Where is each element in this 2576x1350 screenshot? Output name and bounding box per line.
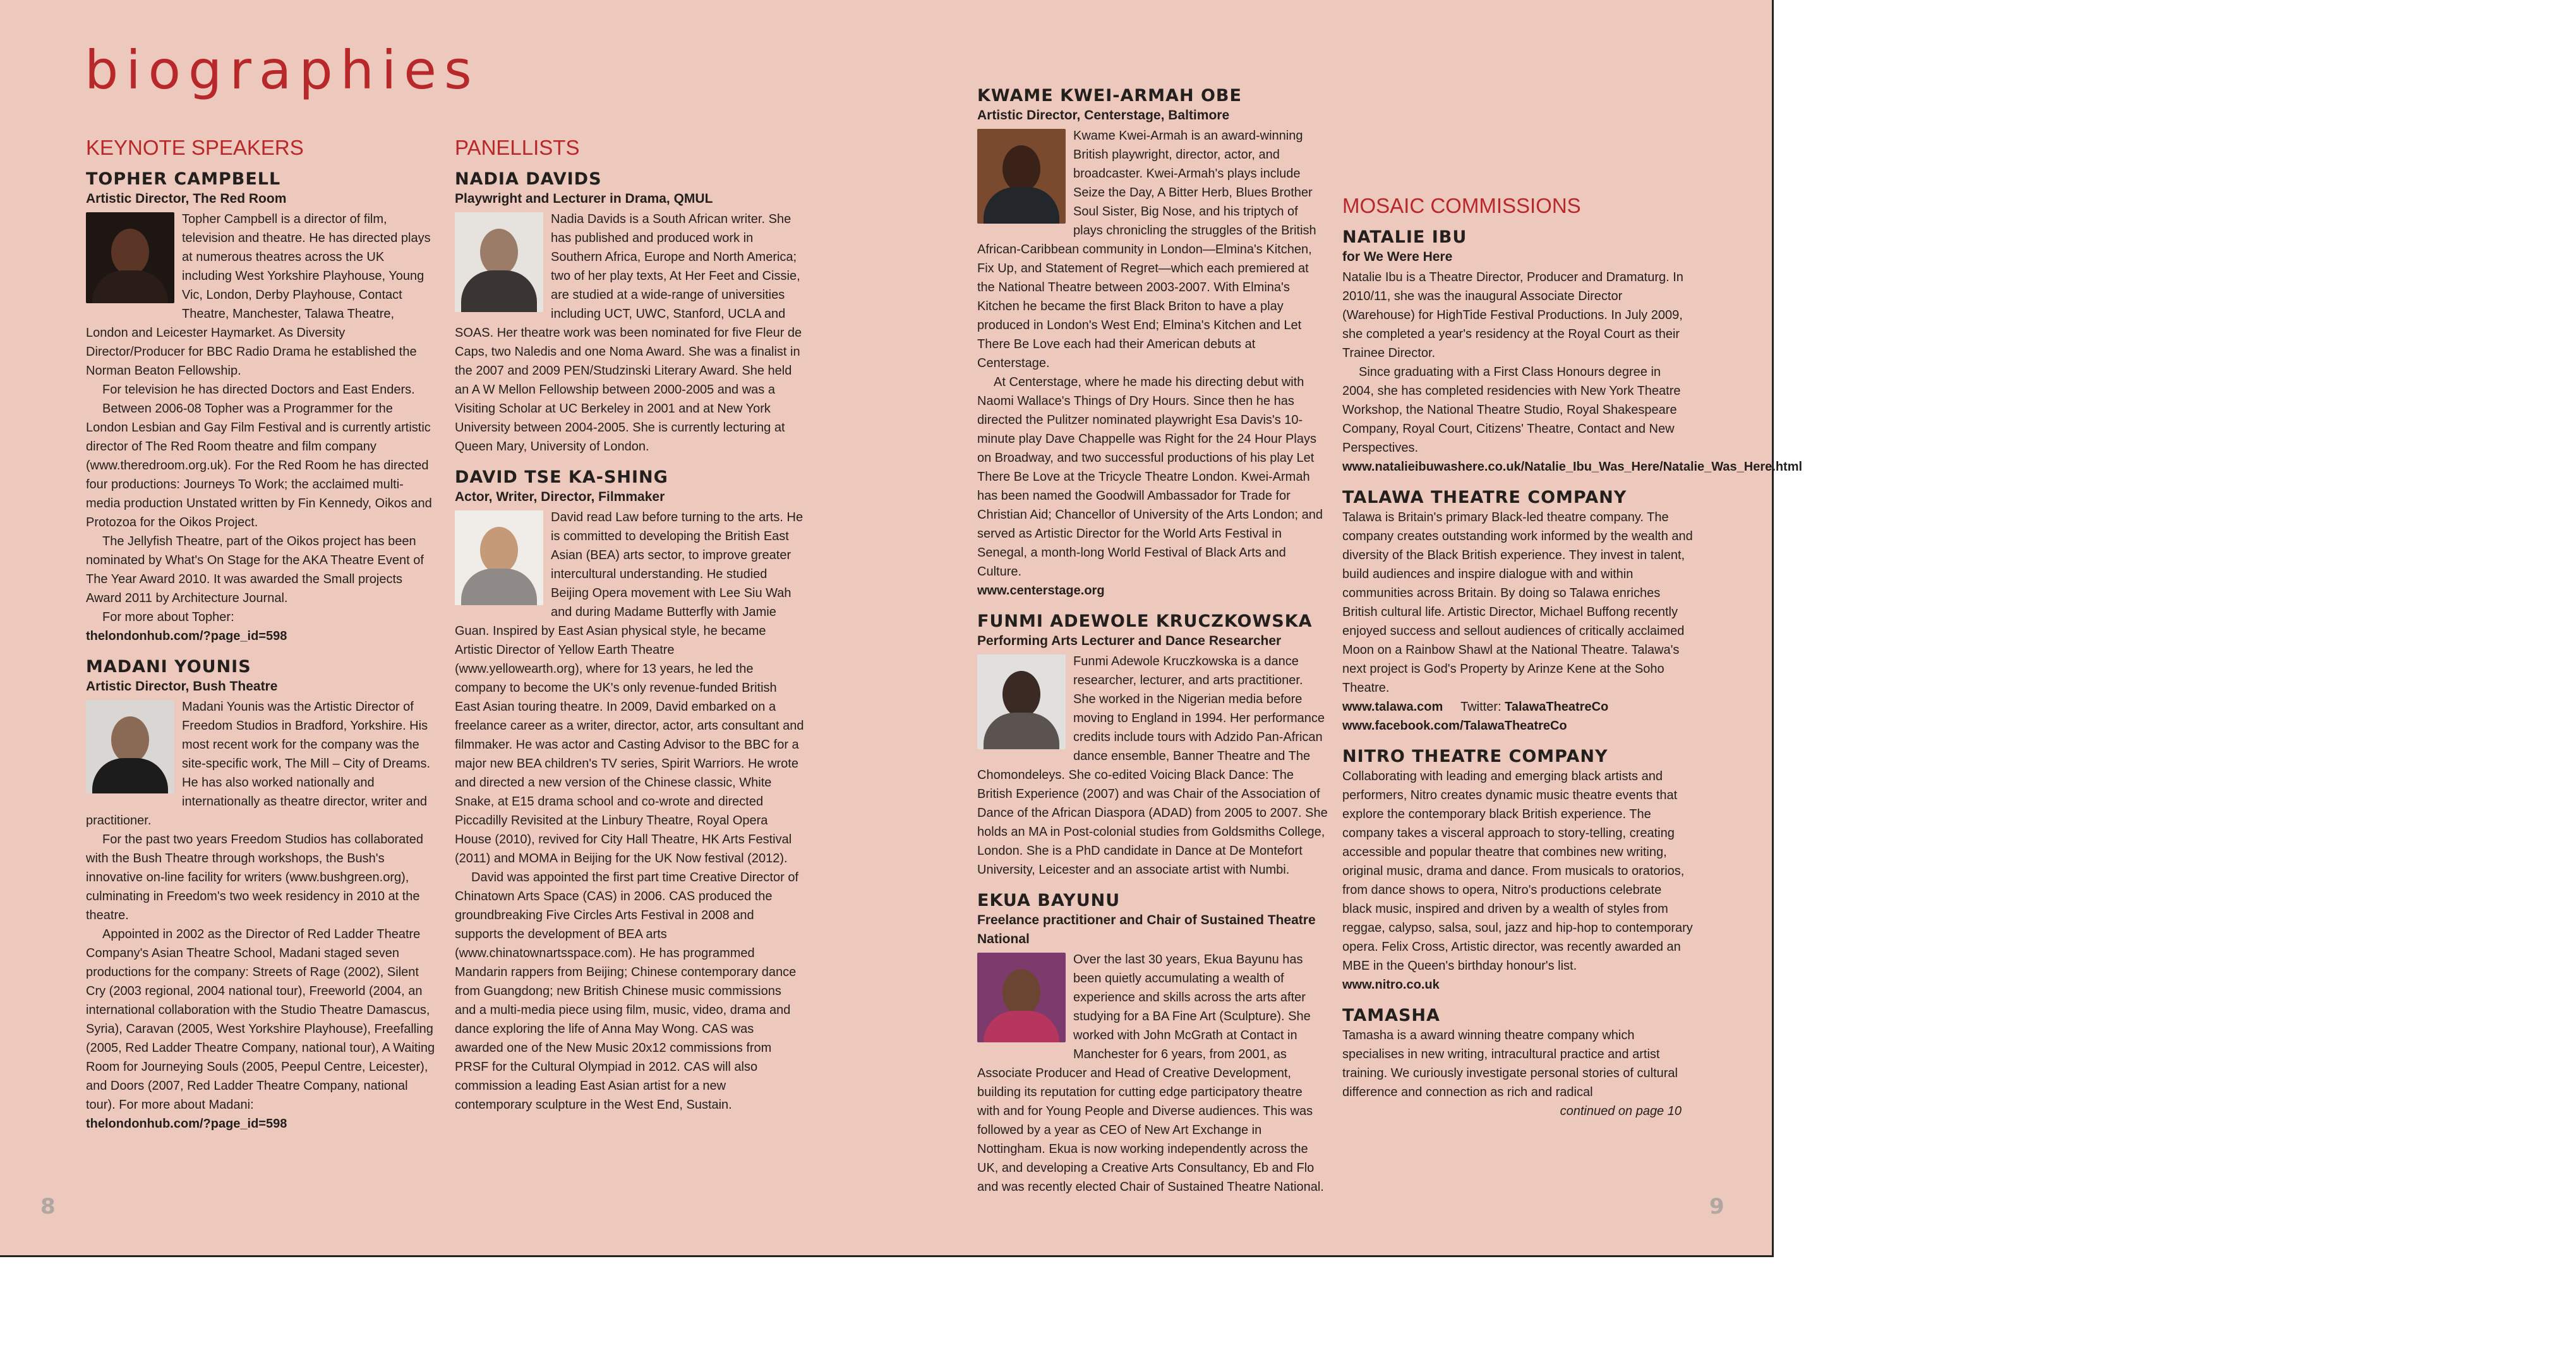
bio-paragraph: Nadia Davids is a South African writer. She has published and produced work in Southern Africa, Europe and North America; two of her play texts, At Her Feet and Cissie, are studied at a wide-range of universities including UCT, UWC, Stanford, UCLA and SOAS. Her theatre work was been nominated for five Fleur de Caps, two Naledis and one Noma Award. She was a finalist in the 2007 and 2009 PEN/Studzinski Literary Award. She held an A W Mellon Fellowship between 2000-2005 and was a Visiting Scholar at UC Berkeley in 2001 and at New York University between 2004-2005. She is currently lecturing at Queen Mary, University of London. <box>455 212 802 454</box>
website-link[interactable]: www.talawa.com <box>1342 700 1443 714</box>
portrait-photo <box>86 700 174 793</box>
bio-paragraph: Topher Campbell is a director of film, television and theatre. He has directed plays at numerous theatres across the UK including West Yorkshire Playhouse, Young Vic, London, Derby Playhouse, Contact Theatre, Manchester, Talawa Theatre, London and Leicester Haymarket. As Diversity Director/Producer for BBC Radio Drama he established the Norman Beaton Fellowship. <box>86 212 431 378</box>
person-name: NATALIE IBU <box>1342 227 1467 247</box>
person-name: KWAME KWEI-ARMAH OBE <box>977 86 1242 105</box>
company-name: TAMASHA <box>1342 1006 1440 1025</box>
bio-tamasha <box>1342 1006 1693 1121</box>
bio-paragraph: Between 2006-08 Topher was a Programmer for the London Lesbian and Gay Film Festival and is currently artistic director of The Red Room theatre and film company (www.theredroom.org.uk). For the Red Room he has directed four productions: Journeys To Work; the acclaimed multi-media production Unstated written by Fin Kennedy, Oikos and Protozoa for the Oikos Project. <box>86 402 432 529</box>
person-name: DAVID TSE KA-SHING <box>455 467 668 487</box>
bio-paragraph: Natalie Ibu is a Theatre Director, Producer and Dramaturg. In 2010/11, she was the inaugural Associate Director (Warehouse) for HighTide Festival Productions. In July 2009, she completed a year's residency at the Royal Court as their Trainee Director. <box>1342 270 1683 360</box>
continued-note: continued on page 10 <box>1560 1104 1682 1118</box>
person-role: Artistic Director, The Red Room <box>86 191 287 206</box>
bio-link[interactable]: www.natalieibuwashere.co.uk/Natalie_Ibu_Was_Here/Natalie_Was_Here.html <box>1342 460 1803 474</box>
bio-link[interactable]: www.centerstage.org <box>977 584 1105 598</box>
person-role: Artistic Director, Bush Theatre <box>86 679 278 694</box>
bio-talawa <box>1342 488 1693 735</box>
bio-kwame-kwei-armah <box>977 86 1328 600</box>
bio-paragraph: David was appointed the first part time Creative Director of Chinatown Arts Space (CAS) in 2006. CAS produced the groundbreaking Five Circles Arts Festival in 2008 and supports the development of BEA arts (www.chinatownartsspace.com). He has programmed Mandarin rappers from Beijing; Chinese contemporary dance from Guangdong; new British Chinese music commissions and a multi-media piece using film, music, video, drama and dance exploring the life of Anna May Wong. CAS was awarded one of the New Music 20x12 commissions from PRSF for the Cultural Olympiad in 2012. CAS will also commission a leading East Asian artist for a new contemporary sculpture in the West End, Sustain. <box>455 871 798 1112</box>
bio-madani-younis <box>86 657 436 1133</box>
bio-paragraph: Funmi Adewole Kruczkowska is a dance researcher, lecturer, and arts practitioner. She worked in the Nigerian media before moving to England in 1994. Her performance credits include tours with Adzido Pan-African dance ensemble, Banner Theatre and The Chomondeleys. She co-edited Voicing Black Dance: The British Experience (2007) and was Chair of the Association of Dance of the African Diaspora (ADAD) from 2005 to 2007. She holds an MA in Post-colonial studies from Goldsmiths College, London. She is a PhD candidate in Dance at De Montefort University, Leicester and an associate artist with Numbi. <box>977 654 1328 877</box>
section-heading-panellists: PANELLISTS <box>455 136 580 159</box>
twitter-handle[interactable]: TalawaTheatreCo <box>1505 700 1609 714</box>
page-number-right: 9 <box>1709 1194 1724 1219</box>
bio-funmi-adewole <box>977 612 1328 879</box>
bio-link[interactable]: thelondonhub.com/?page_id=598 <box>86 629 287 643</box>
column-panellists <box>455 134 805 1126</box>
person-name: EKUA BAYUNU <box>977 891 1121 910</box>
facebook-link[interactable]: www.facebook.com/TalawaTheatreCo <box>1342 719 1567 733</box>
column-keynote <box>86 134 436 1145</box>
bio-paragraph: The Jellyfish Theatre, part of the Oikos project has been nominated by What's On Stage for the AKA Theatre Event of The Year Award 2010. It was awarded the Small projects Award 2011 by Architecture Journal. <box>86 534 424 605</box>
bio-paragraph: David read Law before turning to the arts. He is committed to developing the British East Asian (BEA) arts sector, to improve greater intercultural understanding. He studied Beijing Opera movement with Lee Siu Wah and during Madame Butterfly with Jamie Guan. Inspired by East Asian physical style, he became Artistic Director of Yellow Earth Theatre (www.yellowearth.org), where for 13 years, he led the company to become the UK's only revenue-funded British East Asian touring theatre. In 2009, David embarked on a freelance career as a writer, director, actor, arts consultant and filmmaker. He was actor and Casting Advisor to the BBC for a major new BEA children's TV series, Spirit Warriors. He wrote and directed a new version of the Chinese classic, White Snake, at E15 drama school and co-wrote and directed Piccadilly Revisited at the Linbury Theatre, Royal Opera House (2010), revived for City Hall Theatre, HK Arts Festival (2011) and MOMA in Beijing for the UK Now festival (2012). <box>455 510 804 865</box>
bio-paragraph: Kwame Kwei-Armah is an award-winning British playwright, director, actor, and broadcaster. Kwei-Armah's plays include Seize the Day, A Bitter Herb, Blues Brother Soul Sister, Big Nose, and his triptych of plays chronicling the struggles of the British African-Caribbean community in London—Elmina's Kitchen, Fix Up, and Statement of Regret—which each premiered at the National Theatre between 2003-2007. With Elmina's Kitchen he became the first Black Briton to have a play produced in London's West End; Elmina's Kitchen and Let There Be Love each had their American debuts at Centerstage. <box>977 129 1316 370</box>
person-role: Artistic Director, Centerstage, Baltimore <box>977 108 1230 123</box>
person-name: MADANI YOUNIS <box>86 657 251 677</box>
contact-line <box>1342 697 1693 716</box>
bio-natalie-ibu <box>1342 227 1803 476</box>
bio-paragraph: For the past two years Freedom Studios has collaborated with the Bush Theatre through workshops, the Bush's innovative on-line facility for writers (www.bushgreen.org), culminating in Freedom's two week residency in 2010 at the theatre. <box>86 833 424 922</box>
bio-paragraph: Collaborating with leading and emerging black artists and performers, Nitro creates dynamic music theatre events that explore the contemporary black British experience. The company takes a visceral approach to story-telling, creating accessible and popular theatre that combines new writing, original music, drama and dance. From musicals to oratorios, from dance shows to opera, Nitro's productions celebrate black music, inspired and driven by a wealth of styles from reggae, calypso, salsa, soul, jazz and hip-hop to contemporary opera. Felix Cross, Artistic director, was recently awarded an MBE in the Queen's birthday honour's list. <box>1342 769 1693 973</box>
portrait-photo <box>455 212 543 312</box>
person-role: Actor, Writer, Director, Filmmaker <box>455 490 665 504</box>
bio-paragraph: For more about Topher: <box>102 610 234 624</box>
ekua-continuation-space <box>1342 86 1693 181</box>
person-name: TOPHER CAMPBELL <box>86 169 281 189</box>
bio-topher-campbell <box>86 169 436 646</box>
person-name: FUNMI ADEWOLE KRUCZKOWSKA <box>977 612 1313 631</box>
bio-link[interactable]: thelondonhub.com/?page_id=598 <box>86 1117 287 1131</box>
page-number-left: 8 <box>40 1194 56 1219</box>
bio-nitro <box>1342 747 1693 994</box>
bio-paragraph: Talawa is Britain's primary Black-led theatre company. The company creates outstanding work informed by the wealth and diversity of the Black British experience. They invest in talent, build audiences and inspire dialogue with and within communities across Britain. By doing so Talawa enriches British cultural life. Artistic Director, Michael Buffong recently enjoyed success and sellout audiences of critically acclaimed Moon on a Rainbow Shawl at the National Theatre. Talawa's next project is God's Property by Arinze Kene at the Soho Theatre. <box>1342 510 1693 695</box>
bio-paragraph: Since graduating with a First Class Honours degree in 2004, she has completed residencies with New York Theatre Workshop, the National Theatre Studio, Royal Shakespeare Company, Royal Court, Citizens' Theatre, Contact and New Perspectives. <box>1342 365 1681 455</box>
bio-link[interactable]: www.nitro.co.uk <box>1342 978 1440 992</box>
section-heading-keynote: KEYNOTE SPEAKERS <box>86 136 304 159</box>
bio-paragraph: For television he has directed Doctors and East Enders. <box>102 383 415 397</box>
bio-paragraph: Over the last 30 years, Ekua Bayunu has been quietly accumulating a wealth of experience and skills across the arts after studying for a BA Fine Art (Sculpture). She worked with John McGrath at Contact in Manchester for 6 years, from 2001, as Associate Producer and Head of Creative Development, building its reputation for cutting edge participatory theatre with and for Young People and Diverse audiences. This was followed by a year as CEO of New Art Exchange in Nottingham. Ekua is now working independently across the UK, and developing a Creative Arts Consultancy, Eb and Flo and was recently elected Chair of Sustained Theatre National. <box>977 953 1324 1194</box>
person-role: Performing Arts Lecturer and Dance Researcher <box>977 634 1282 648</box>
portrait-photo <box>455 510 543 605</box>
company-name: TALAWA THEATRE COMPANY <box>1342 488 1627 507</box>
bio-ekua-bayunu <box>977 891 1328 1196</box>
column-three <box>977 86 1328 1208</box>
portrait-photo <box>86 212 174 303</box>
portrait-photo <box>977 129 1066 224</box>
bio-david-tse-ka-shing <box>455 467 805 1114</box>
page-title: biographies <box>85 39 479 101</box>
bio-paragraph: At Centerstage, where he made his directing debut with Naomi Wallace's Things of Dry Hours. Since then he has directed the Pulitzer nominated playwright Esa Davis's 10-minute play Dave Chappelle was Right for the 24 Hour Plays on Broadway, and two successful productions of his play Let There Be Love at the Tricycle Theatre London. Kwei-Armah has been named the Goodwill Ambassador for Trade for Christian Aid; Chancellor of University of the Arts London; and served as Artistic Director for the World Arts Festival in Senegal, a month-long World Festival of Black Arts and Culture. <box>977 375 1323 579</box>
portrait-photo <box>977 654 1066 749</box>
section-heading-mosaic: MOSAIC COMMISSIONS <box>1342 194 1581 217</box>
bio-nadia-davids <box>455 169 805 456</box>
person-role: Playwright and Lecturer in Drama, QMUL <box>455 191 713 206</box>
company-name: NITRO THEATRE COMPANY <box>1342 747 1608 766</box>
twitter-label: Twitter: <box>1460 700 1502 714</box>
bio-paragraph: Tamasha is a award winning theatre company which specialises in new writing, intracultural practice and artist training. We curiously investigate personal stories of cultural difference and connection as rich and radical <box>1342 1028 1678 1099</box>
bio-paragraph: Madani Younis was the Artistic Director of Freedom Studios in Bradford, Yorkshire. His most recent work for the company was the site-specific work, The Mill – City of Dreams. He has also worked nationally and internationally as theatre director, writer and practitioner. <box>86 700 431 828</box>
bio-paragraph: Appointed in 2002 as the Director of Red Ladder Theatre Company's Asian Theatre School, Madani staged seven productions for the company: Streets of Rage (2002), Silent Cry (2003 regional, 2004 national tour), Freeworld (2004, an international collaboration with the Studio Theatre Damascus, Syria), Caravan (2005, West Yorkshire Playhouse), Freefalling (2005, Red Ladder Theatre Company, national tour), A Waiting Room for Journeying Souls (2005, Peepul Centre, Leicester), and Doors (2007, Red Ladder Theatre Company, national tour). For more about Madani: <box>86 927 435 1112</box>
column-four <box>1342 86 1803 1132</box>
person-name: NADIA DAVIDS <box>455 169 602 189</box>
person-role: Freelance practitioner and Chair of Sustained Theatre National <box>977 913 1316 946</box>
portrait-photo <box>977 953 1066 1042</box>
person-role: for We Were Here <box>1342 250 1453 264</box>
